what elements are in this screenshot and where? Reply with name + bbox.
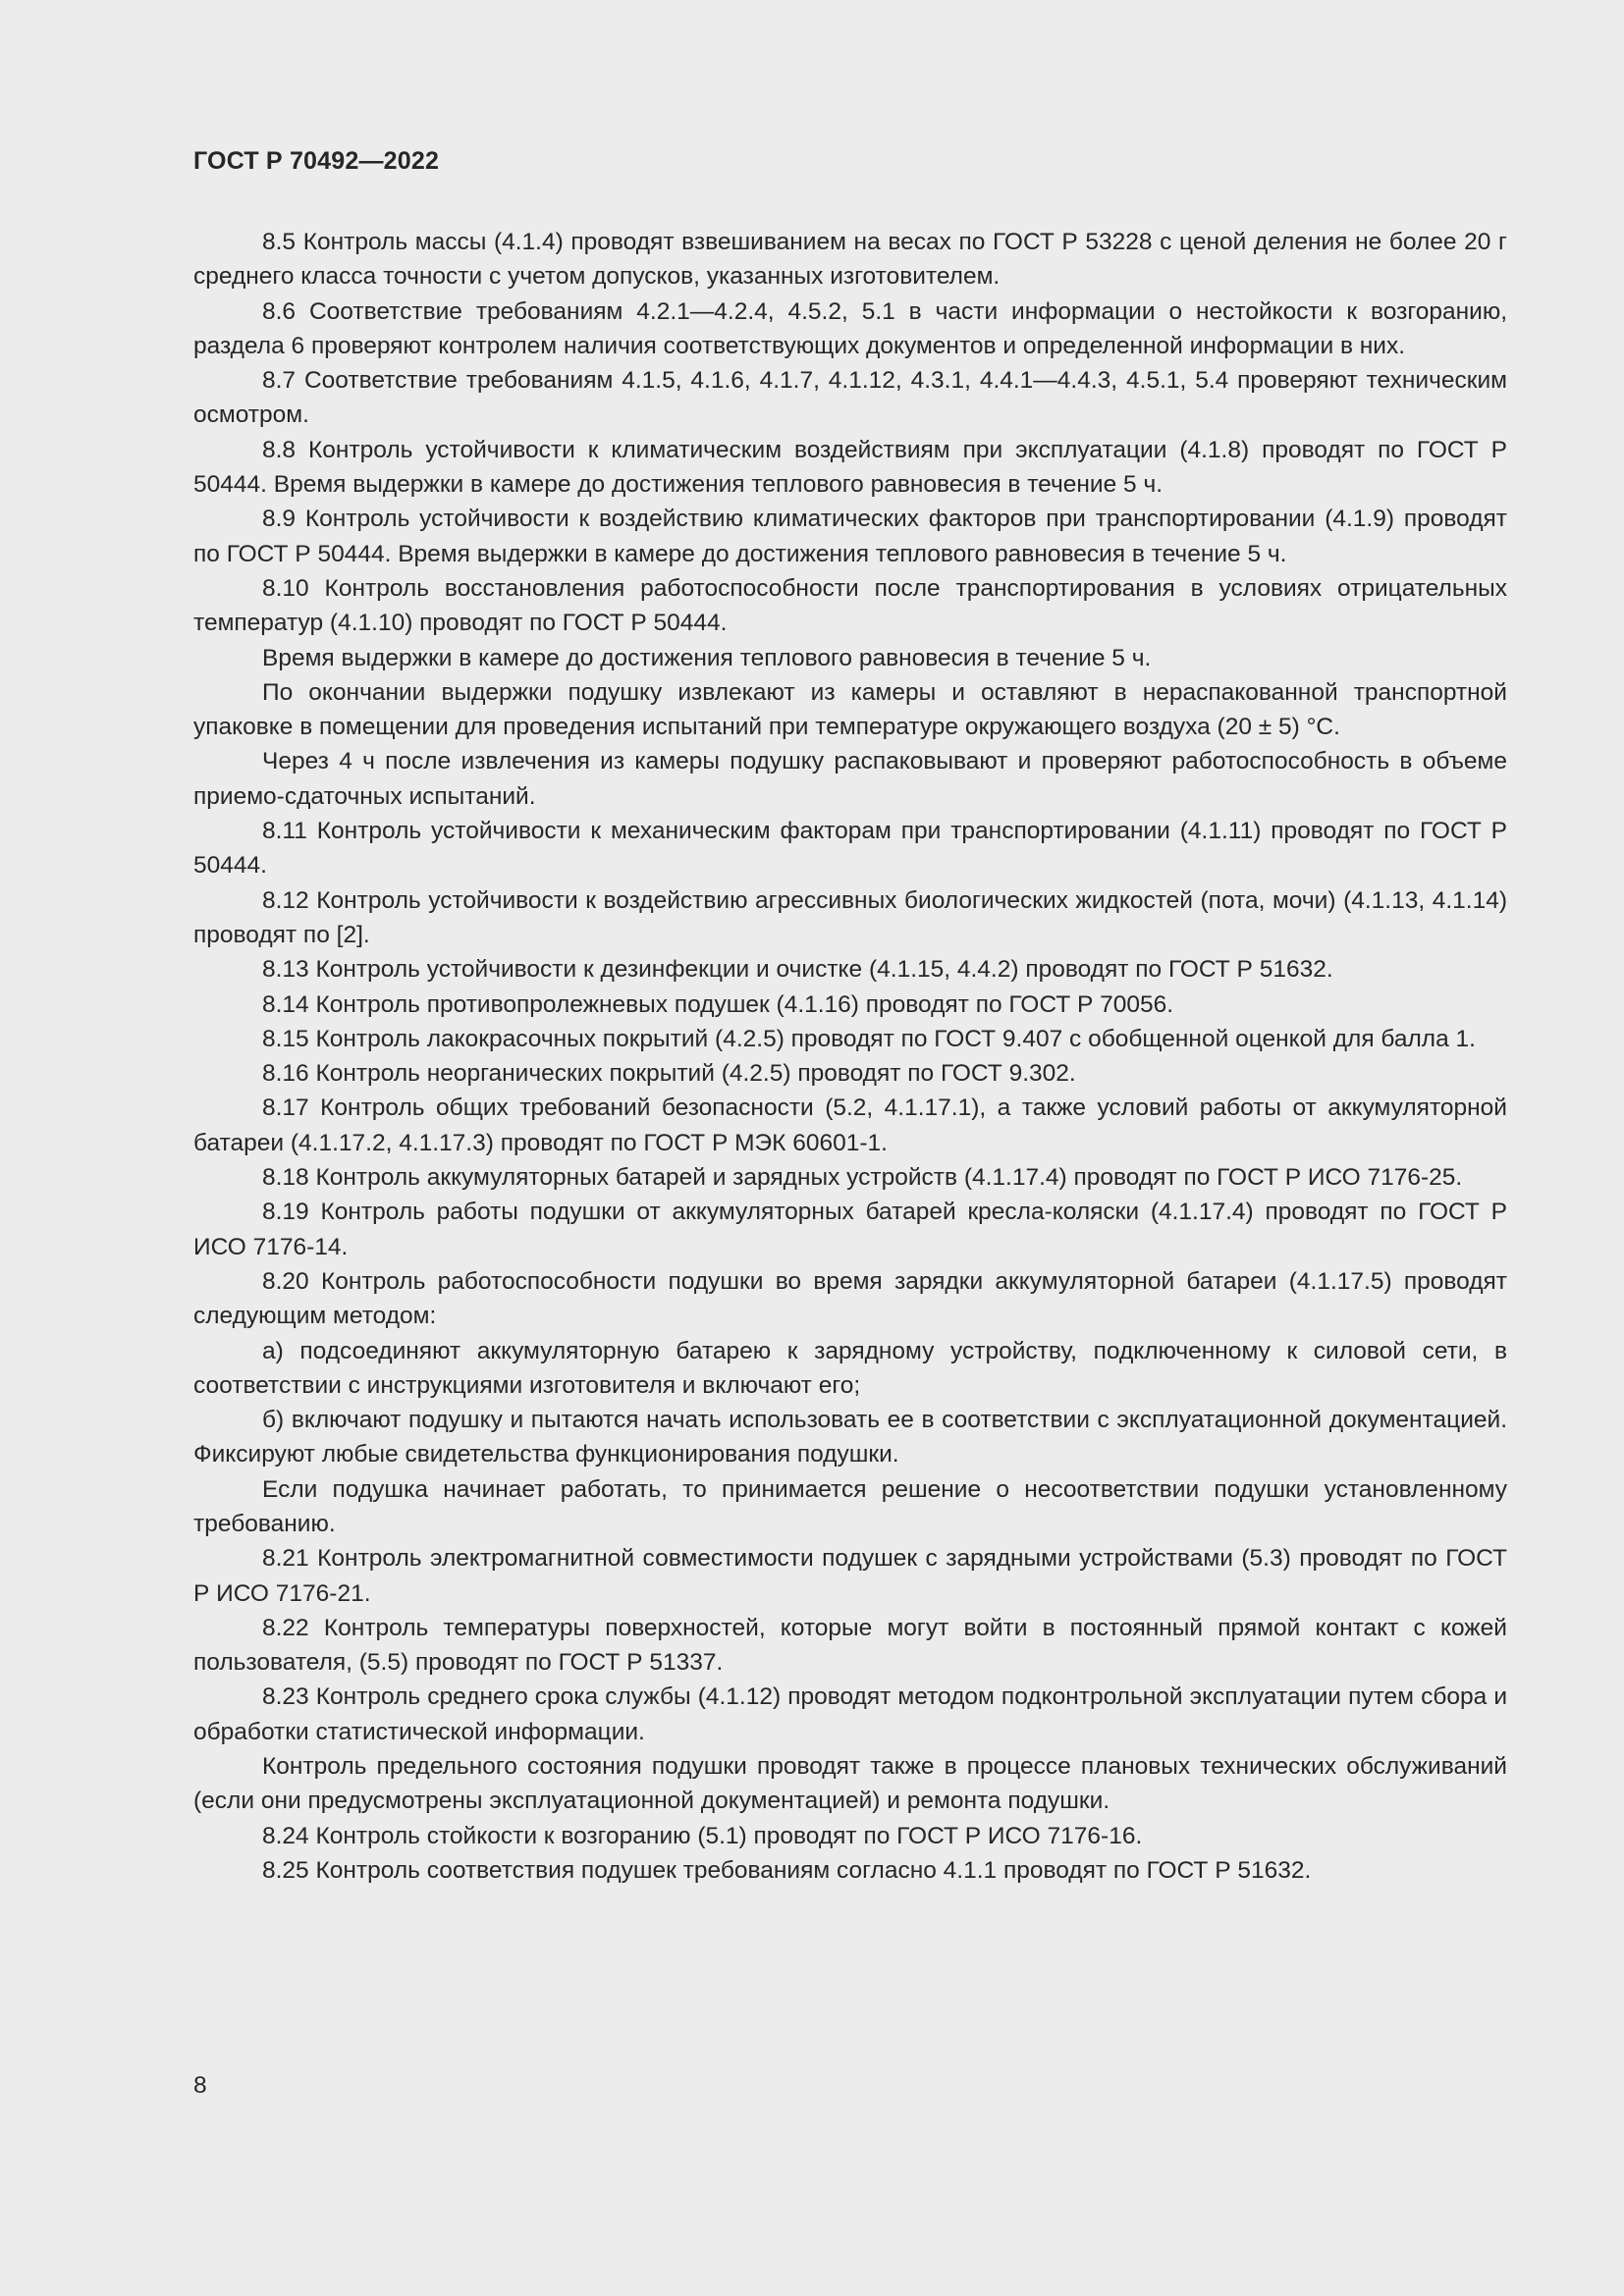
paragraph-8-11: 8.11 Контроль устойчивости к механическим факторам при транспортировании (4.1.11) проводят по ГОСТ Р 50444. [193,818,1507,880]
paragraph-8-20-result: Если подушка начинает работать, то принимается решение о несоответствии подушки установленному требованию. [193,1475,1507,1537]
paragraph-8-10: 8.10 Контроль восстановления работоспособности после транспортирования в условиях отрицательных температур (4.1.10) проводят по ГОСТ Р 50444. [193,574,1507,637]
paragraph-8-20-item-b: б) включают подушку и пытаются начать использовать ее в соответствии с эксплуатационной документацией. Фиксируют любые свидетельства функционирования подушки. [193,1407,1507,1468]
paragraph-8-23: 8.23 Контроль среднего срока службы (4.1.12) проводят методом подконтрольной эксплуатации путем сбора и обработки статистической информации. [193,1683,1507,1745]
paragraph-8-15: 8.15 Контроль лакокрасочных покрытий (4.2.5) проводят по ГОСТ 9.407 с обобщенной оценкой для балла 1. [262,1025,1476,1052]
paragraph-8-18: 8.18 Контроль аккумуляторных батарей и зарядных устройств (4.1.17.4) проводят по ГОСТ Р ИСО 7176-25. [262,1164,1463,1192]
paragraph-8-25: 8.25 Контроль соответствия подушек требованиям согласно 4.1.1 проводят по ГОСТ Р 51632. [262,1856,1312,1884]
paragraph-8-22: 8.22 Контроль температуры поверхностей, которые могут войти в постоянный прямой контакт с кожей пользователя, (5.5) проводят по ГОСТ Р 51337. [193,1614,1507,1677]
paragraph-8-14: 8.14 Контроль противопролежневых подушек (4.1.16) проводят по ГОСТ Р 70056. [262,990,1174,1018]
paragraph-8-13: 8.13 Контроль устойчивости к дезинфекции и очистке (4.1.15, 4.4.2) проводят по ГОСТ Р 51632. [262,956,1333,984]
page-number: 8 [193,2072,207,2099]
paragraph-8-10-unpack: Через 4 ч после извлечения из камеры подушку распаковывают и проверяют работоспособность в объеме приемо-сдаточных испытаний. [193,748,1507,810]
paragraph-8-9: 8.9 Контроль устойчивости к воздействию климатических факторов при транспортировании (4.1.9) проводят по ГОСТ Р 50444. Время выдержки в камере до достижения теплового равновесия в течение 5 ч. [193,506,1507,567]
paragraph-8-19: 8.19 Контроль работы подушки от аккумуляторных батарей кресла-коляски (4.1.17.4) проводят по ГОСТ Р ИСО 7176-14. [193,1199,1507,1260]
paragraph-8-10-after-hold: По окончании выдержки подушку извлекают из камеры и оставляют в нераспакованной транспортной упаковке в помещении для проведения испытаний при температуре окружающего воздуха (20 ± 5) °С. [193,678,1507,741]
paragraph-8-17: 8.17 Контроль общих требований безопасности (5.2, 4.1.17.1), а также условий работы от аккумуляторной батареи (4.1.17.2, 4.1.17.3) проводят по ГОСТ Р МЭК 60601-1. [193,1095,1507,1156]
paragraph-8-16: 8.16 Контроль неорганических покрытий (4.2.5) проводят по ГОСТ 9.302. [262,1060,1076,1088]
paragraph-8-20-item-a: а) подсоединяют аккумуляторную батарею к зарядному устройству, подключенному к силовой сети, в соответствии с инструкциями изготовителя и включают его; [193,1337,1507,1399]
paragraph-8-24: 8.24 Контроль стойкости к возгоранию (5.1) проводят по ГОСТ Р ИСО 7176-16. [262,1822,1143,1849]
paragraph-8-20: 8.20 Контроль работоспособности подушки во время зарядки аккумуляторной батареи (4.1.17.5) проводят следующим методом: [193,1267,1507,1330]
document-body [193,225,1507,1888]
paragraph-8-8: 8.8 Контроль устойчивости к климатическим воздействиям при эксплуатации (4.1.8) проводят по ГОСТ Р 50444. Время выдержки в камере до достижения теплового равновесия в течение 5 ч. [193,436,1507,499]
paragraph-8-7: 8.7 Соответствие требованиям 4.1.5, 4.1.6, 4.1.7, 4.1.12, 4.3.1, 4.4.1—4.4.3, 4.5.1, 5.4 проверяют техническим осмотром. [193,367,1507,429]
paragraph-8-21: 8.21 Контроль электромагнитной совместимости подушек с зарядными устройствами (5.3) проводят по ГОСТ Р ИСО 7176-21. [193,1545,1507,1607]
paragraph-8-23-limit-state: Контроль предельного состояния подушки проводят также в процессе плановых технических обслуживаний (если они предусмотрены эксплуатационной документацией) и ремонта подушки. [193,1753,1507,1815]
document-header: ГОСТ Р 70492—2022 [193,147,440,175]
paragraph-8-5: 8.5 Контроль массы (4.1.4) проводят взвешиванием на весах по ГОСТ Р 53228 с ценой деления не более 20 г среднего класса точности с учетом допусков, указанных изготовителем. [193,229,1507,291]
paragraph-8-10-hold-time: Время выдержки в камере до достижения теплового равновесия в течение 5 ч. [262,644,1152,671]
paragraph-8-6: 8.6 Соответствие требованиям 4.2.1—4.2.4, 4.5.2, 5.1 в части информации о нестойкости к возгоранию, раздела 6 проверяют контролем наличия соответствующих документов и определенной информации в них. [193,297,1507,359]
paragraph-8-12: 8.12 Контроль устойчивости к воздействию агрессивных биологических жидкостей (пота, мочи) (4.1.13, 4.1.14) проводят по [2]. [193,886,1507,948]
